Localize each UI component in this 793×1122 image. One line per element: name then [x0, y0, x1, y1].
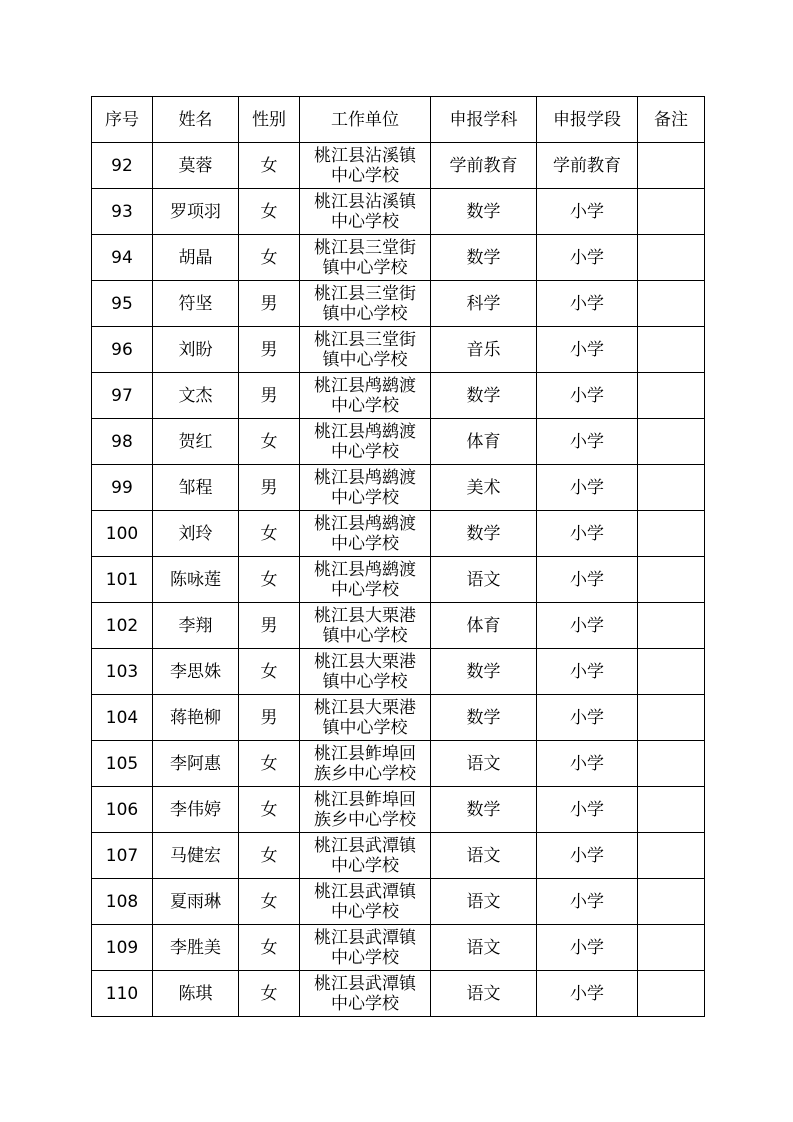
cell-unit [300, 327, 431, 373]
header-level: 申报学段 [537, 97, 638, 143]
cell-unit-line1: 桃江县沾溪镇 [314, 191, 416, 212]
cell-note [638, 603, 705, 649]
cell-unit [300, 465, 431, 511]
cell-no: 93 [92, 189, 153, 235]
cell-gender: 男 [239, 373, 300, 419]
table-row [92, 419, 705, 465]
cell-gender: 女 [239, 511, 300, 557]
cell-level: 小学 [537, 557, 638, 603]
cell-unit-line1: 桃江县武潭镇 [314, 973, 416, 994]
cell-note [638, 373, 705, 419]
header-unit: 工作单位 [300, 97, 431, 143]
table-row [92, 281, 705, 327]
cell-unit-line2: 中心学校 [331, 533, 399, 554]
cell-subject: 数学 [431, 511, 537, 557]
cell-unit-line2: 中心学校 [331, 165, 399, 186]
cell-unit-line2: 镇中心学校 [322, 257, 408, 278]
cell-level: 小学 [537, 695, 638, 741]
cell-no: 106 [92, 787, 153, 833]
cell-subject: 语文 [431, 741, 537, 787]
cell-level: 小学 [537, 971, 638, 1017]
cell-unit [300, 189, 431, 235]
cell-subject: 科学 [431, 281, 537, 327]
cell-unit [300, 419, 431, 465]
cell-note [638, 465, 705, 511]
cell-unit-line1: 桃江县鸬鹚渡 [314, 467, 416, 488]
cell-unit-line2: 中心学校 [331, 993, 399, 1014]
cell-note [638, 189, 705, 235]
cell-name: 李思姝 [153, 649, 239, 695]
cell-level: 小学 [537, 787, 638, 833]
table-row [92, 327, 705, 373]
cell-gender: 男 [239, 465, 300, 511]
cell-gender: 女 [239, 557, 300, 603]
table-row [92, 833, 705, 879]
cell-note [638, 741, 705, 787]
cell-subject: 数学 [431, 787, 537, 833]
cell-note [638, 235, 705, 281]
cell-subject: 数学 [431, 373, 537, 419]
cell-gender: 男 [239, 603, 300, 649]
cell-gender: 女 [239, 649, 300, 695]
cell-unit-line1: 桃江县武潭镇 [314, 835, 416, 856]
cell-no: 108 [92, 879, 153, 925]
table-row [92, 649, 705, 695]
cell-name: 刘盼 [153, 327, 239, 373]
cell-unit-line1: 桃江县鸬鹚渡 [314, 375, 416, 396]
cell-no: 96 [92, 327, 153, 373]
cell-level: 小学 [537, 925, 638, 971]
table-row [92, 925, 705, 971]
cell-unit-line1: 桃江县鸬鹚渡 [314, 421, 416, 442]
cell-name: 李伟婷 [153, 787, 239, 833]
cell-subject: 语文 [431, 879, 537, 925]
cell-level: 小学 [537, 511, 638, 557]
cell-no: 103 [92, 649, 153, 695]
cell-gender: 女 [239, 741, 300, 787]
cell-unit [300, 511, 431, 557]
cell-name: 贺红 [153, 419, 239, 465]
cell-note [638, 833, 705, 879]
cell-gender: 女 [239, 833, 300, 879]
table-row [92, 143, 705, 189]
cell-unit-line2: 镇中心学校 [322, 671, 408, 692]
cell-no: 104 [92, 695, 153, 741]
cell-level: 小学 [537, 465, 638, 511]
cell-level: 小学 [537, 189, 638, 235]
cell-unit [300, 833, 431, 879]
cell-unit-line1: 桃江县大栗港 [314, 605, 416, 626]
cell-unit [300, 879, 431, 925]
cell-unit-line2: 中心学校 [331, 211, 399, 232]
cell-no: 97 [92, 373, 153, 419]
cell-subject: 数学 [431, 235, 537, 281]
cell-no: 94 [92, 235, 153, 281]
table-row [92, 787, 705, 833]
cell-gender: 女 [239, 143, 300, 189]
cell-subject: 数学 [431, 189, 537, 235]
cell-subject: 语文 [431, 971, 537, 1017]
cell-name: 文杰 [153, 373, 239, 419]
cell-unit-line2: 镇中心学校 [322, 717, 408, 738]
cell-level: 小学 [537, 833, 638, 879]
cell-level: 小学 [537, 603, 638, 649]
cell-unit-line1: 桃江县鸬鹚渡 [314, 559, 416, 580]
cell-subject: 语文 [431, 557, 537, 603]
cell-unit-line2: 中心学校 [331, 395, 399, 416]
cell-gender: 女 [239, 189, 300, 235]
table-row [92, 235, 705, 281]
cell-name: 莫蓉 [153, 143, 239, 189]
cell-gender: 男 [239, 281, 300, 327]
cell-unit-line1: 桃江县大栗港 [314, 651, 416, 672]
cell-subject: 美术 [431, 465, 537, 511]
cell-gender: 女 [239, 879, 300, 925]
cell-no: 107 [92, 833, 153, 879]
table-row [92, 465, 705, 511]
cell-note [638, 925, 705, 971]
cell-subject: 语文 [431, 833, 537, 879]
cell-unit-line2: 族乡中心学校 [314, 809, 416, 830]
table-row [92, 741, 705, 787]
table-row [92, 879, 705, 925]
cell-name: 陈咏莲 [153, 557, 239, 603]
cell-unit-line1: 桃江县大栗港 [314, 697, 416, 718]
cell-name: 夏雨琳 [153, 879, 239, 925]
table-row [92, 511, 705, 557]
table-header-row [92, 97, 705, 143]
header-gender: 性别 [239, 97, 300, 143]
cell-name: 马健宏 [153, 833, 239, 879]
cell-unit [300, 603, 431, 649]
cell-no: 99 [92, 465, 153, 511]
cell-note [638, 557, 705, 603]
cell-subject: 体育 [431, 603, 537, 649]
cell-level: 小学 [537, 281, 638, 327]
cell-name: 邹程 [153, 465, 239, 511]
table-row [92, 971, 705, 1017]
cell-unit [300, 143, 431, 189]
cell-name: 符坚 [153, 281, 239, 327]
cell-name: 蒋艳柳 [153, 695, 239, 741]
cell-no: 102 [92, 603, 153, 649]
cell-unit [300, 281, 431, 327]
cell-unit-line2: 中心学校 [331, 487, 399, 508]
cell-gender: 女 [239, 419, 300, 465]
roster-table [91, 96, 705, 1017]
cell-unit [300, 695, 431, 741]
cell-name: 李胜美 [153, 925, 239, 971]
cell-note [638, 143, 705, 189]
cell-subject: 体育 [431, 419, 537, 465]
cell-unit [300, 235, 431, 281]
cell-gender: 男 [239, 327, 300, 373]
cell-unit [300, 925, 431, 971]
cell-subject: 学前教育 [431, 143, 537, 189]
cell-unit-line2: 镇中心学校 [322, 349, 408, 370]
cell-no: 95 [92, 281, 153, 327]
cell-name: 胡晶 [153, 235, 239, 281]
cell-unit-line1: 桃江县三堂街 [314, 329, 416, 350]
cell-note [638, 787, 705, 833]
cell-level: 小学 [537, 649, 638, 695]
cell-subject: 音乐 [431, 327, 537, 373]
cell-note [638, 511, 705, 557]
cell-unit [300, 741, 431, 787]
cell-level: 小学 [537, 879, 638, 925]
cell-unit-line2: 中心学校 [331, 579, 399, 600]
cell-note [638, 327, 705, 373]
cell-note [638, 879, 705, 925]
cell-unit-line1: 桃江县武潭镇 [314, 927, 416, 948]
cell-note [638, 419, 705, 465]
cell-gender: 女 [239, 787, 300, 833]
cell-subject: 语文 [431, 925, 537, 971]
cell-name: 罗项羽 [153, 189, 239, 235]
cell-level: 小学 [537, 327, 638, 373]
table-row [92, 373, 705, 419]
cell-name: 李阿惠 [153, 741, 239, 787]
cell-unit-line2: 族乡中心学校 [314, 763, 416, 784]
cell-unit [300, 373, 431, 419]
table-row [92, 557, 705, 603]
table-row [92, 189, 705, 235]
cell-unit-line1: 桃江县鲊埠回 [314, 789, 416, 810]
cell-no: 110 [92, 971, 153, 1017]
cell-note [638, 971, 705, 1017]
header-name: 姓名 [153, 97, 239, 143]
cell-unit-line1: 桃江县沾溪镇 [314, 145, 416, 166]
cell-level: 小学 [537, 419, 638, 465]
table-row [92, 603, 705, 649]
cell-gender: 女 [239, 235, 300, 281]
cell-gender: 男 [239, 695, 300, 741]
cell-no: 98 [92, 419, 153, 465]
header-subject: 申报学科 [431, 97, 537, 143]
cell-level: 学前教育 [537, 143, 638, 189]
cell-no: 105 [92, 741, 153, 787]
cell-unit [300, 787, 431, 833]
cell-unit-line1: 桃江县武潭镇 [314, 881, 416, 902]
cell-level: 小学 [537, 741, 638, 787]
cell-unit-line1: 桃江县三堂街 [314, 237, 416, 258]
cell-unit-line1: 桃江县鸬鹚渡 [314, 513, 416, 534]
cell-subject: 数学 [431, 649, 537, 695]
cell-unit [300, 649, 431, 695]
header-no: 序号 [92, 97, 153, 143]
cell-note [638, 649, 705, 695]
cell-name: 李翔 [153, 603, 239, 649]
cell-unit-line2: 中心学校 [331, 901, 399, 922]
cell-no: 92 [92, 143, 153, 189]
cell-unit-line1: 桃江县三堂街 [314, 283, 416, 304]
table-body [92, 143, 705, 1017]
cell-name: 陈琪 [153, 971, 239, 1017]
cell-note [638, 695, 705, 741]
cell-unit [300, 971, 431, 1017]
cell-unit-line2: 镇中心学校 [322, 625, 408, 646]
table-row [92, 695, 705, 741]
cell-no: 109 [92, 925, 153, 971]
cell-unit-line2: 中心学校 [331, 947, 399, 968]
cell-level: 小学 [537, 235, 638, 281]
cell-level: 小学 [537, 373, 638, 419]
cell-unit-line2: 中心学校 [331, 441, 399, 462]
cell-gender: 女 [239, 971, 300, 1017]
cell-no: 100 [92, 511, 153, 557]
cell-unit-line1: 桃江县鲊埠回 [314, 743, 416, 764]
cell-no: 101 [92, 557, 153, 603]
header-note: 备注 [638, 97, 705, 143]
cell-subject: 数学 [431, 695, 537, 741]
cell-name: 刘玲 [153, 511, 239, 557]
cell-unit-line2: 中心学校 [331, 855, 399, 876]
cell-unit [300, 557, 431, 603]
cell-gender: 女 [239, 925, 300, 971]
cell-unit-line2: 镇中心学校 [322, 303, 408, 324]
cell-note [638, 281, 705, 327]
